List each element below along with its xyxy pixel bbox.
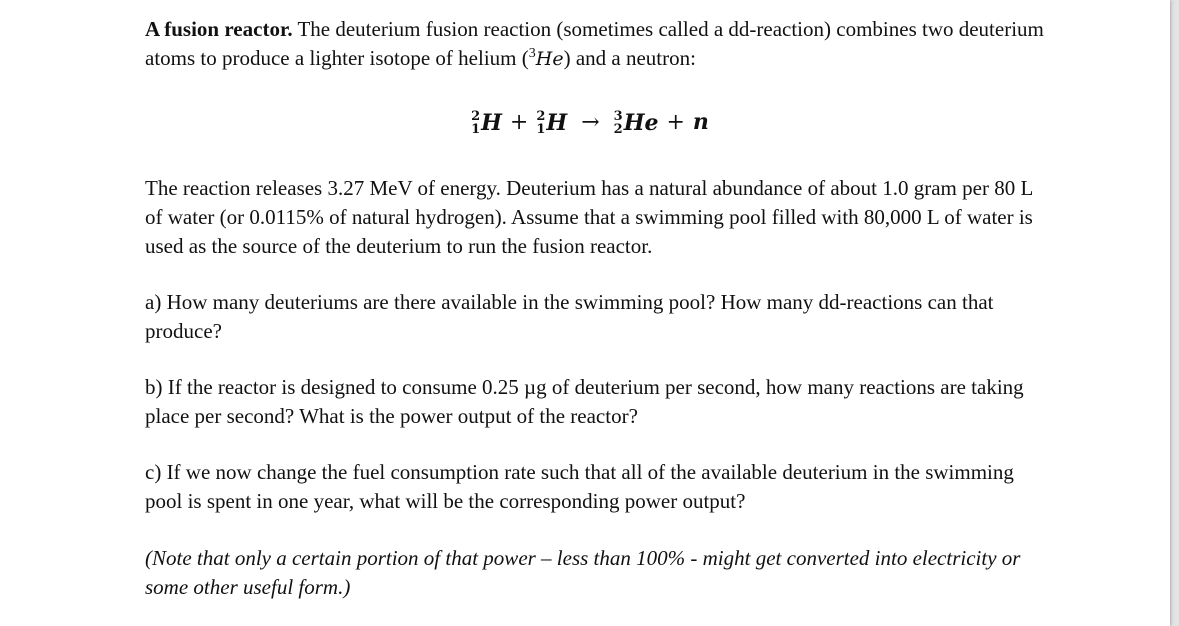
reactant1-atomic: 1 xyxy=(471,122,481,137)
reactant1-mass: 2 xyxy=(471,109,481,124)
intro-title: A fusion reactor. xyxy=(145,17,293,41)
product1-nuclide xyxy=(614,105,659,141)
product1-mass: 3 xyxy=(613,109,623,124)
isotope-mass: 3 xyxy=(528,46,536,61)
reactant2-nuclide xyxy=(536,105,567,141)
note-paragraph: (Note that only a certain portion of that power – less than 100% - might get converted into electricity or some other useful form.) xyxy=(145,546,1021,599)
reactant2-symbol: H xyxy=(546,110,568,136)
reactant2-mass: 2 xyxy=(536,109,546,124)
reactant1-nuclide xyxy=(471,105,502,141)
document-content xyxy=(145,15,1045,602)
plus-sign-1: + xyxy=(509,110,529,135)
question-b: b) If the reactor is designed to consume 0.25 µg of deuterium per second, how many reactions are taking place per second? What is the power output of the reactor? xyxy=(145,375,1024,428)
question-a: a) How many deuteriums are there available in the swimming pool? How many dd-reactions can that produce? xyxy=(145,290,994,343)
isotope-symbol: He xyxy=(535,48,564,70)
intro-text-before: The deuterium fusion reaction (sometimes called a dd-reaction) combines two deuterium atoms to produce a lighter isotope of helium ( xyxy=(145,17,1044,70)
reaction-arrow: → xyxy=(581,110,600,135)
paragraph-energy: The reaction releases 3.27 MeV of energy. Deuterium has a natural abundance of about 1.0 gram per 80 L of water (or 0.0115% of natural hydrogen). Assume that a swimming pool filled with 80,000 L of water is used as the source of the deuterium to run the fusion reactor. xyxy=(145,176,1033,258)
fusion-equation xyxy=(145,104,1045,140)
plus-sign-2: + xyxy=(666,110,685,135)
intro-text-after: ) and a neutron: xyxy=(563,46,696,70)
reactant1-symbol: H xyxy=(481,110,502,136)
product1-symbol: He xyxy=(623,110,659,136)
reactant2-atomic: 1 xyxy=(536,122,546,137)
question-c: c) If we now change the fuel consumption rate such that all of the available deuterium in the swimming pool is spent in one year, what will be the corresponding power output? xyxy=(145,460,1014,513)
product2-neutron: n xyxy=(692,109,709,135)
intro-paragraph xyxy=(145,15,1045,74)
product1-atomic: 2 xyxy=(613,122,623,137)
